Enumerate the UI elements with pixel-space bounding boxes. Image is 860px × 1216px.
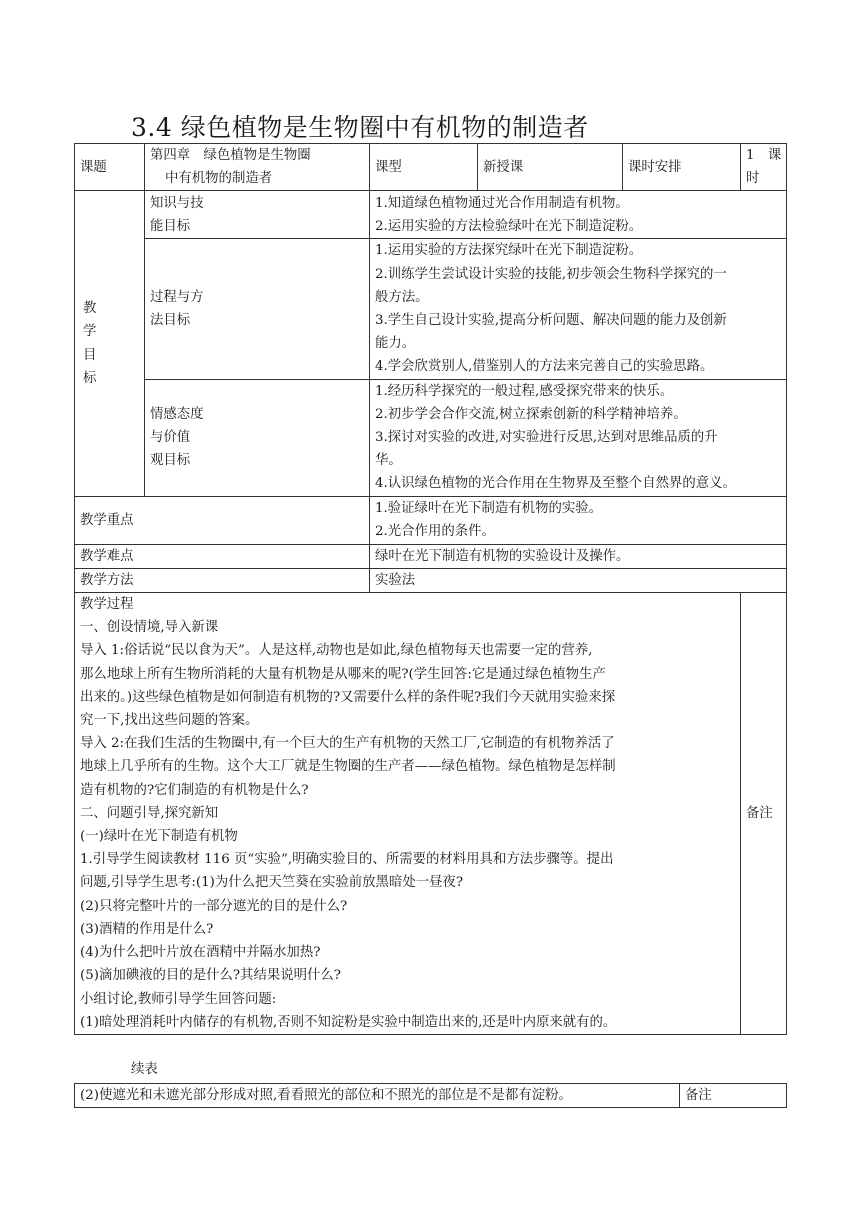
process-line: 二、问题引导,探究新知	[80, 805, 219, 821]
process-line: (一)绿叶在光下制造有机物	[80, 829, 238, 845]
knowledge-items: 1.知道绿色植物通过光合作用制造有机物。 2.运用实验的方法检验绿叶在光下制造淀粉。	[370, 191, 787, 239]
continued-label: 续表	[131, 1062, 158, 1077]
process-line: 出来的。)这些绿色植物是如何制造有机物的?又需要什么样的条件呢?我们今天就用实验来探	[80, 689, 616, 705]
continued-line: (2)使遮光和未遮光部分形成对照,看看照光的部位和不照光的部位是不是都有淀粉。	[75, 1084, 680, 1108]
process-label: 过程与方 法目标	[145, 239, 370, 379]
process-line: 导入 2:在我们生活的生物圈中,有一个巨大的生产有机物的天然工厂,它制造的有机物养活了	[80, 736, 615, 752]
type-label: 课型	[370, 144, 478, 191]
teaching-process-content	[75, 593, 741, 1035]
time-label: 课时安排	[623, 144, 741, 191]
page-title: 3.4 绿色植物是生物圈中有机物的制造者	[131, 113, 589, 142]
method-row	[75, 568, 787, 592]
continued-row	[75, 1084, 787, 1108]
process-line: 1.引导学生阅读教材 116 页“实验”,明确实验目的、所需要的材料用具和方法步骤等。提出	[80, 852, 614, 868]
process-line: (1)暗处理消耗叶内储存的有机物,否则不知淀粉是实验中制造出来的,还是叶内原来就有的。	[80, 1014, 617, 1030]
process-line: 那么地球上所有生物所消耗的大量有机物是从哪来的呢?(学生回答:它是通过绿色植物生产	[80, 666, 606, 682]
key-points-row	[75, 496, 787, 544]
process-line: (2)只将完整叶片的一部分遮光的目的是什么?	[80, 898, 348, 914]
process-line: 教学过程	[80, 597, 134, 613]
continued-remark: 备注	[680, 1084, 787, 1108]
difficulty-label: 教学难点	[75, 544, 370, 568]
header-row	[75, 144, 787, 191]
method-label: 教学方法	[75, 568, 370, 592]
continued-table	[74, 1083, 787, 1108]
method-value: 实验法	[370, 568, 787, 592]
process-line: 造有机物的?它们制造的有机物是什么?	[80, 782, 309, 798]
key-points-label: 教学重点	[75, 496, 370, 544]
lesson-plan-table	[74, 143, 787, 1035]
time-value: 1 课 时	[741, 144, 787, 191]
difficulty-row	[75, 544, 787, 568]
process-line: 问题,引导学生思考:(1)为什么把天竺葵在实验前放黑暗处一昼夜?	[80, 875, 464, 891]
type-value: 新授课	[478, 144, 623, 191]
objective-knowledge-row	[75, 191, 787, 239]
difficulty-value: 绿叶在光下制造有机物的实验设计及操作。	[370, 544, 787, 568]
objectives-group-label: 教 学 目 标	[75, 191, 145, 496]
process-line: (4)为什么把叶片放在酒精中并隔水加热?	[80, 945, 321, 961]
emotion-label: 情感态度 与价值 观目标	[145, 379, 370, 496]
lesson-value: 第四章 绿色植物是生物圈 中有机物的制造者	[145, 144, 370, 191]
lesson-label: 课题	[75, 144, 145, 191]
teaching-process-row	[75, 593, 787, 1035]
emotion-items: 1.经历科学探究的一般过程,感受探究带来的快乐。 2.初步学会合作交流,树立探索创新的科学精神培养。 3.探讨对实验的改进,对实验进行反思,达到对思维品质的升 华。 4.认识绿色植物的光合作用在生物界及至整个自然界的意义。	[370, 379, 787, 496]
process-line: 小组讨论,教师引导学生回答问题:	[80, 991, 277, 1007]
process-line: 究一下,找出这些问题的答案。	[80, 713, 259, 729]
process-line: (3)酒精的作用是什么?	[80, 921, 214, 937]
objective-emotion-row	[75, 379, 787, 496]
process-line: 地球上几乎所有的生物。这个大工厂就是生物圈的生产者——绿色植物。绿色植物是怎样制	[80, 759, 616, 775]
process-items: 1.运用实验的方法探究绿叶在光下制造淀粉。 2.训练学生尝试设计实验的技能,初步领会生物科学探究的一 般方法。 3.学生自己设计实验,提高分析问题、解决问题的能力及创新 能力。 4.学会欣赏别人,借鉴别人的方法来完善自己的实验思路。	[370, 239, 787, 379]
key-points-items: 1.验证绿叶在光下制造有机物的实验。 2.光合作用的条件。	[370, 496, 787, 544]
process-line: (5)滴加碘液的目的是什么?其结果说明什么?	[80, 968, 341, 984]
process-line: 导入 1:俗话说“民以食为天”。人是这样,动物也是如此,绿色植物每天也需要一定的营养,	[80, 643, 593, 659]
remark-label: 备注	[741, 593, 787, 1035]
knowledge-label: 知识与技 能目标	[145, 191, 370, 239]
process-line: 一、创设情境,导入新课	[80, 620, 219, 636]
process-lines	[80, 593, 735, 1034]
objective-process-row	[75, 239, 787, 379]
